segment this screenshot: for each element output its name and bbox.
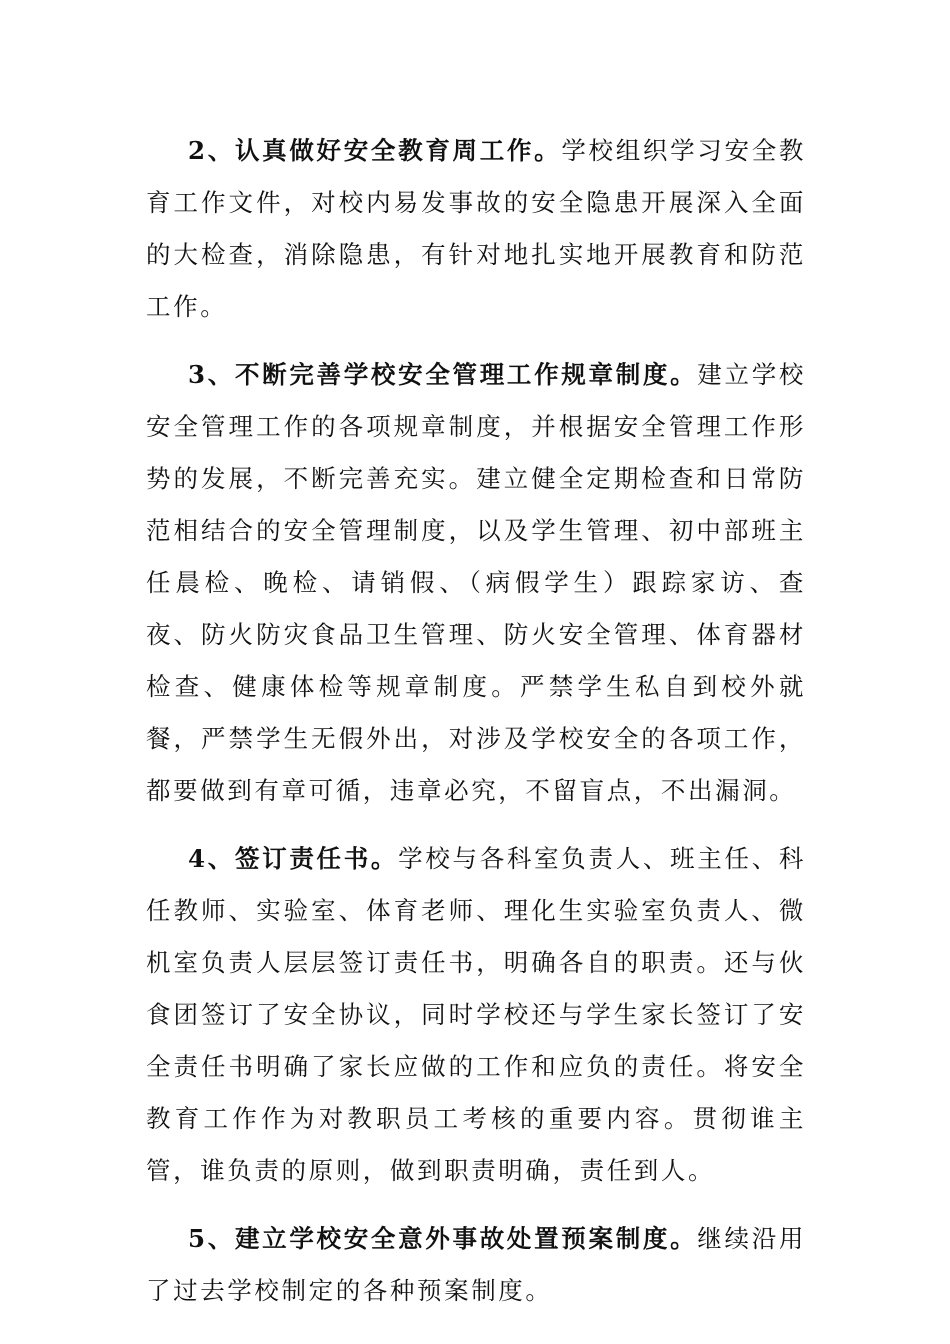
paragraph-4: [146, 833, 806, 1197]
paragraph-body: 学校与各科室负责人、班主任、科任教师、实验室、体育老师、理化生实验室负责人、微机室负责人层层签订责任书，明确各自的职责。还与伙食团签订了安全协议，同时学校还与学生家长签订了安全责任书明确了家长应做的工作和应负的责任。将安全教育工作作为对教职员工考核的重要内容。贯彻谁主管，谁负责的原则，做到职责明确，责任到人。: [146, 844, 806, 1185]
paragraph-heading: 5、建立学校安全意外事故处置预案制度。: [188, 1224, 698, 1253]
document-page: [146, 125, 806, 1333]
paragraph-body: 学校组织学习安全教育工作文件，对校内易发事故的安全隐患开展深入全面的大检查，消除隐患，有针对地扎实地开展教育和防范工作。: [146, 136, 806, 321]
paragraph-5: [146, 1213, 806, 1317]
paragraph-2: [146, 125, 806, 333]
paragraph-body: 建立学校安全管理工作的各项规章制度，并根据安全管理工作形势的发展，不断完善充实。建立健全定期检查和日常防范相结合的安全管理制度，以及学生管理、初中部班主任晨检、晚检、请销假、（病假学生）跟踪家访、查夜、防火防灾食品卫生管理、防火安全管理、体育器材检查、健康体检等规章制度。严禁学生私自到校外就餐，严禁学生无假外出，对涉及学校安全的各项工作，都要做到有章可循，违章必究，不留盲点，不出漏洞。: [146, 360, 806, 805]
paragraph-body: 继续沿用了过去学校制定的各种预案制度。: [146, 1224, 806, 1305]
paragraph-3: [146, 349, 806, 817]
paragraph-heading: 2、认真做好安全教育周工作。: [188, 136, 562, 165]
paragraph-heading: 3、不断完善学校安全管理工作规章制度。: [188, 360, 698, 389]
paragraph-heading: 4、签订责任书。: [188, 844, 399, 873]
